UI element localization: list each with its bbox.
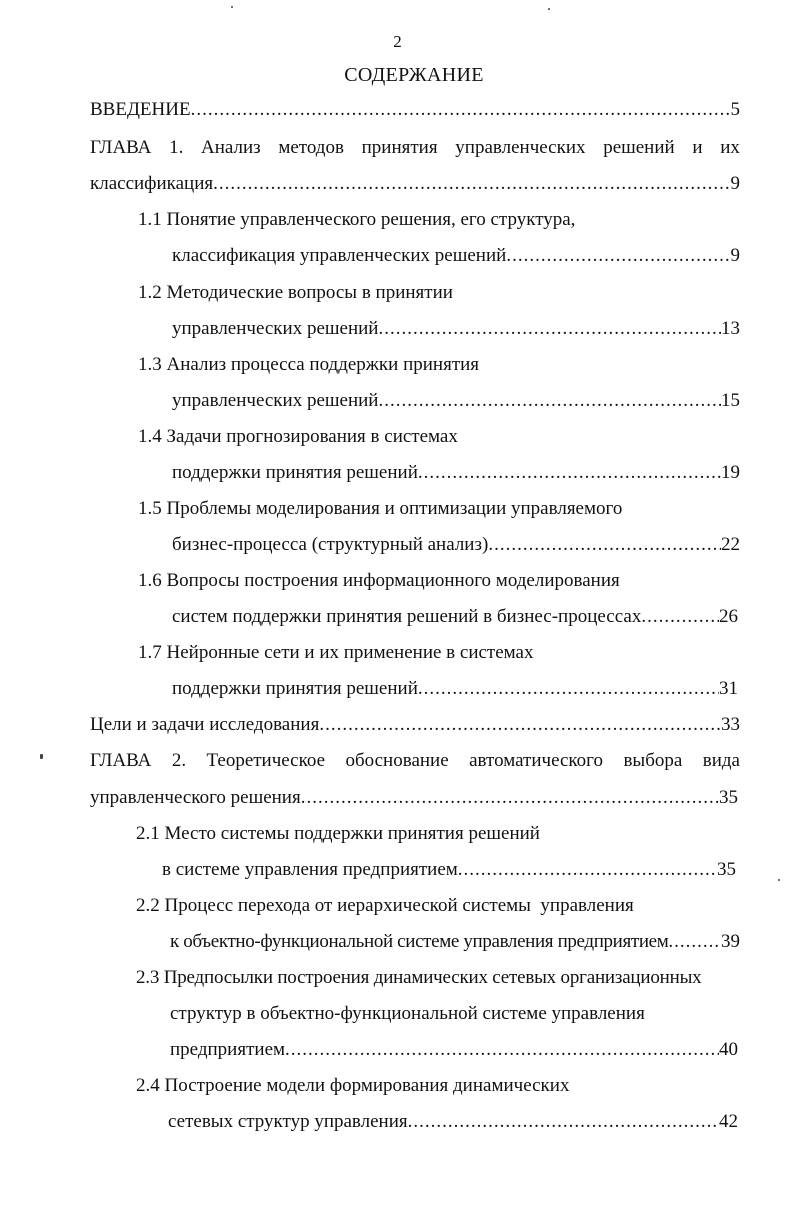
toc-entry-2-2-line1: 2.2 Процесс перехода от иерархической системы управления [136,895,634,916]
toc-page-number: 40 [719,1039,738,1060]
leader-dots [506,244,730,268]
toc-entry-1-7-line2 [172,677,738,701]
toc-page-number: 31 [719,678,738,699]
toc-word: их [720,137,740,158]
toc-page-number: 5 [730,99,740,120]
toc-word: методов [278,137,344,158]
leader-dots [418,677,719,701]
toc-entry-1-4-line1: 1.4 Задачи прогнозирования в системах [138,426,458,447]
toc-word: ГЛАВА [90,750,152,771]
toc-entry-2-2-line2 [170,930,740,954]
toc-entry-1-5-line1: 1.5 Проблемы моделирования и оптимизации управляемого [138,498,623,519]
toc-entry-intro [90,98,740,122]
toc-entry-text: сетевых структур управления [168,1111,408,1132]
toc-entry-text: поддержки принятия решений [172,678,418,699]
toc-entry-chapter-2 [90,749,740,773]
toc-word: и [692,137,703,158]
scan-speck [778,879,780,881]
toc-page-number: 19 [721,462,740,483]
toc-page-number: 15 [721,390,740,411]
toc-word: управленческих [455,137,586,158]
toc-entry-text: бизнес-процесса (структурный анализ) [172,534,489,555]
leader-dots [378,389,721,413]
toc-entry-text: предприятием [170,1039,286,1060]
toc-word: вида [702,750,740,771]
toc-entry-text: управленческого решения [90,787,301,808]
toc-entry-2-3-line2: структур в объектно-функциональной системе управления [170,1003,645,1024]
toc-entry-2-4-line2 [168,1110,738,1134]
toc-entry-text: ВВЕДЕНИЕ [90,99,191,120]
leader-dots [213,172,730,196]
scan-speck [40,754,43,759]
toc-word: решений [603,137,675,158]
toc-page-number: 9 [730,245,740,266]
toc-page-number: 26 [719,606,738,627]
leader-dots [408,1110,719,1134]
scan-speck [231,6,233,8]
toc-entry-1-3-line2 [172,389,740,413]
toc-entry-1-5-line2 [172,533,740,557]
leader-dots [191,98,731,122]
toc-entry-1-4-line2 [172,461,740,485]
leader-dots [378,317,721,341]
toc-word: выбора [623,750,683,771]
toc-entry-2-3-line1: 2.3 Предпосылки построения динамических сетевых организационных [136,967,702,988]
page-title: СОДЕРЖАНИЕ [344,64,484,86]
toc-entry-1-2-line2 [172,317,740,341]
toc-entry-text: к объектно-функциональной системе управления предприятием [170,931,669,952]
toc-page-number: 22 [721,534,740,555]
leader-dots [418,461,721,485]
leader-dots [668,930,721,954]
toc-word: 1. [169,137,184,158]
toc-entry-1-3-line1: 1.3 Анализ процесса поддержки принятия [138,354,480,375]
toc-entry-text: управленческих решений [172,318,379,339]
toc-page-number: 35 [717,859,736,880]
toc-word: Анализ [201,137,261,158]
toc-word: Теоретическое [206,750,326,771]
toc-entry-chapter-1-cont [90,172,740,196]
toc-entry-1-2-line1: 1.2 Методические вопросы в принятии [138,282,453,303]
toc-entry-1-6-line1: 1.6 Вопросы построения информационного моделирования [138,570,620,591]
toc-page-number: 33 [721,714,740,735]
toc-word: ГЛАВА [90,137,152,158]
page-number: 2 [393,32,402,51]
leader-dots [285,1038,719,1062]
toc-page-number: 42 [719,1111,738,1132]
toc-page-number: 35 [719,787,738,808]
toc-entry-text: в системе управления предприятием [162,859,458,880]
leader-dots [301,786,719,810]
toc-entry-text: Цели и задачи исследования [90,714,320,735]
toc-entry-chapter-2-cont [90,786,738,810]
toc-entry-1-1-line2 [172,244,740,268]
toc-entry-text: классификация управленческих решений [172,245,507,266]
leader-dots [319,713,721,737]
toc-entry-1-6-line2 [172,605,738,629]
toc-entry-2-1-line1: 2.1 Место системы поддержки принятия решений [136,823,540,844]
toc-entry-2-3-line3 [170,1038,738,1062]
toc-entry-2-1-line2 [162,858,736,882]
toc-word: автоматического [469,750,604,771]
toc-entry-text: управленческих решений [172,390,379,411]
scan-speck [548,8,550,10]
toc-word: 2. [171,750,187,771]
leader-dots [458,858,717,882]
toc-entry-2-4-line1: 2.4 Построение модели формирования динамических [136,1075,570,1096]
toc-page-number: 9 [730,173,740,194]
toc-entry-chapter-1 [90,136,740,160]
toc-entry-1-7-line1: 1.7 Нейронные сети и их применение в системах [138,642,534,663]
toc-entry-text: поддержки принятия решений [172,462,418,483]
toc-page-number: 13 [721,318,740,339]
toc-entry-text: классификация [90,173,214,194]
leader-dots [641,605,719,629]
toc-entry-text: систем поддержки принятия решений в бизнес-процессах [172,606,642,627]
toc-page-number: 39 [721,931,740,952]
toc-word: принятия [361,137,438,158]
leader-dots [488,533,721,557]
toc-word: обоснование [345,750,449,771]
toc-entry-1-1-line1: 1.1 Понятие управленческого решения, его структура, [138,209,576,230]
toc-entry-goals [90,713,740,737]
